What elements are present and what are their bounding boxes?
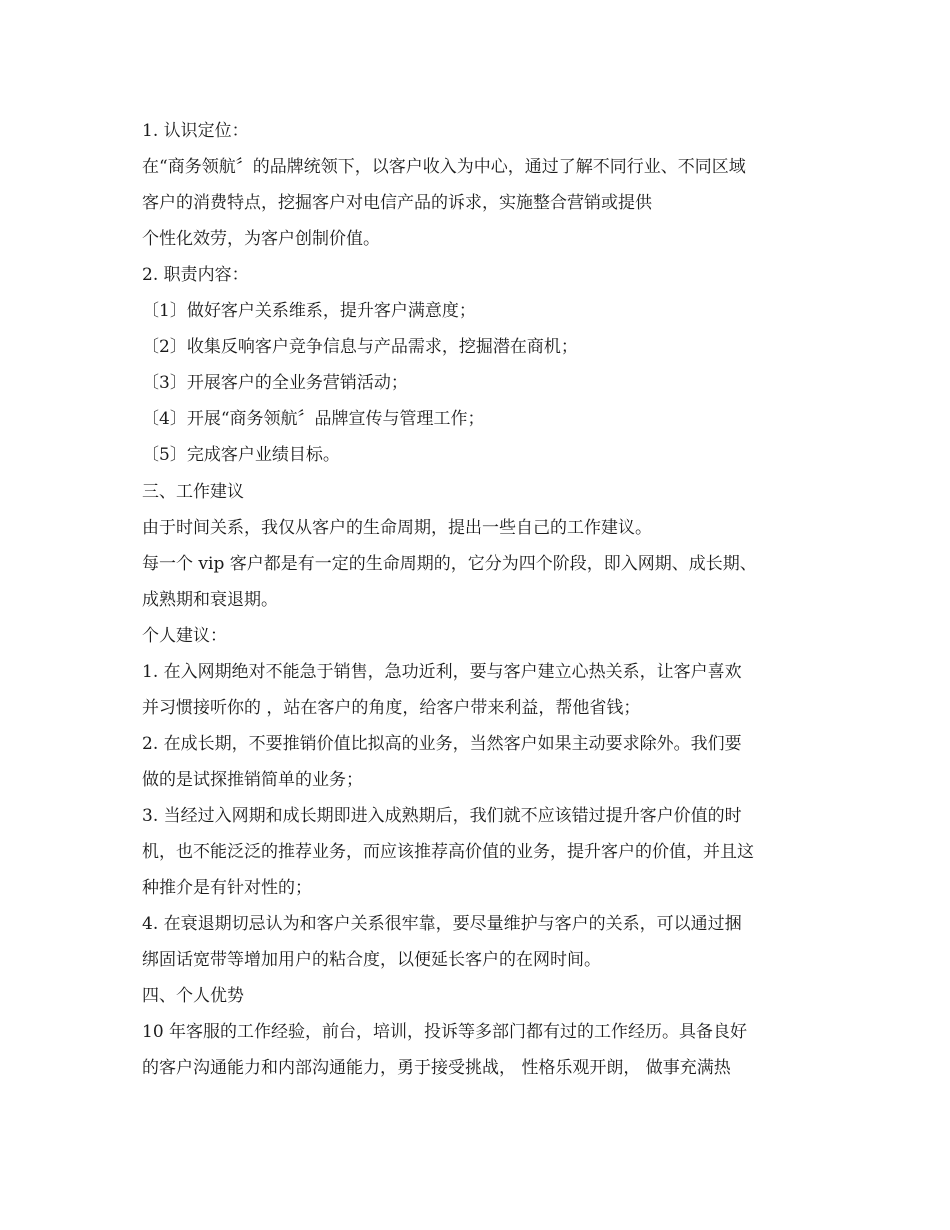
text-line: 机，也不能泛泛的推荐业务，而应该推荐高价值的业务，提升客户的价值，并且这 (142, 842, 754, 862)
text-line: 〔3〕开展客户的全业务营销活动； (142, 373, 408, 393)
text-line: 每一个 vip 客户都是有一定的生命周期的，它分为四个阶段，即入网期、成长期、 (142, 554, 757, 574)
text-line: 〔2〕收集反响客户竞争信息与产品需求，挖掘潜在商机； (142, 337, 578, 357)
text-line: 个性化效劳，为客户创制价值。 (142, 229, 380, 249)
text-line: 的客户沟通能力和内部沟通能力，勇于接受挑战， 性格乐观开朗， 做事充满热 (142, 1058, 731, 1078)
text-line: 2. 职责内容： (142, 265, 249, 285)
text-line: 由于时间关系，我仅从客户的生命周期，提出一些自己的工作建议。 (142, 518, 652, 538)
section-heading: 三、工作建议 (142, 482, 244, 502)
text-line: 客户的消费特点，挖掘客户对电信产品的诉求，实施整合营销或提供 (142, 193, 652, 213)
text-line: 3. 当经过入网期和成长期即进入成熟期后，我们就不应该错过提升客户价值的时 (142, 806, 742, 826)
text-line: 种推介是有针对性的； (142, 878, 312, 898)
text-line: 1. 认识定位： (142, 121, 249, 141)
text-line: 个人建议： (142, 626, 227, 646)
text-line: 10 年客服的工作经验，前台，培训，投诉等多部门都有过的工作经历。具备良好 (142, 1022, 748, 1042)
text-line: 1. 在入网期绝对不能急于销售，急功近利，要与客户建立心热关系，让客户喜欢 (142, 662, 742, 682)
text-line: 做的是试探推销简单的业务； (142, 770, 363, 790)
text-line: 〔5〕完成客户业绩目标。 (142, 445, 340, 465)
text-line: 成熟期和衰退期。 (142, 590, 278, 610)
text-line: 绑固话宽带等增加用户的粘合度，以便延长客户的在网时间。 (142, 950, 601, 970)
text-line: 并习惯接听你的 ，站在客户的角度，给客户带来利益，帮他省钱； (142, 698, 641, 718)
text-line: 〔1〕做好客户关系维系，提升客户满意度； (142, 301, 476, 321)
text-line: 在“商务领航〞的品牌统领下，以客户收入为中心，通过了解不同行业、不同区域 (142, 157, 746, 177)
section-heading: 四、个人优势 (142, 986, 244, 1006)
text-line: 2. 在成长期，不要推销价值比拟高的业务，当然客户如果主动要求除外。我们要 (142, 734, 742, 754)
text-line: 4. 在衰退期切忌认为和客户关系很牢靠，要尽量维护与客户的关系，可以通过捆 (142, 914, 742, 934)
text-line: 〔4〕开展“商务领航〞品牌宣传与管理工作； (142, 409, 485, 429)
